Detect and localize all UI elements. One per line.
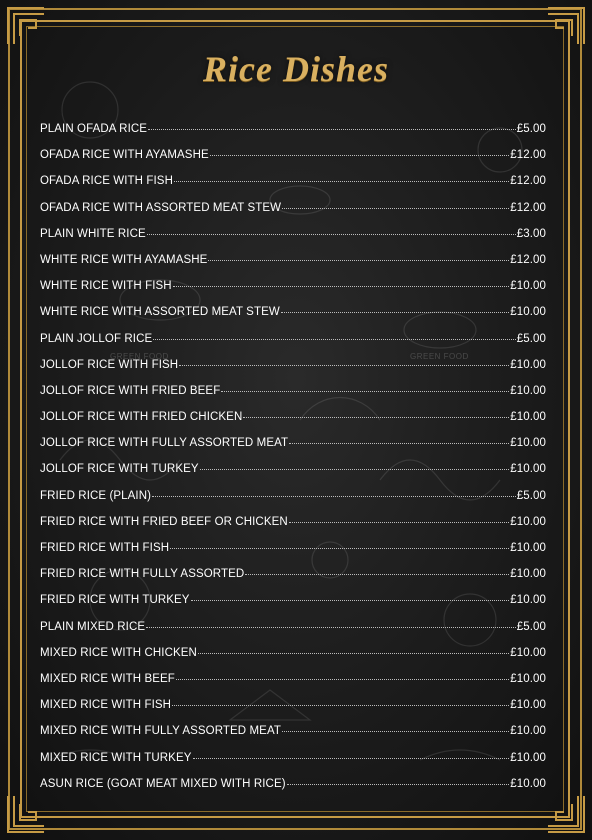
menu-item-name: FRIED RICE WITH FULLY ASSORTED <box>40 568 245 581</box>
menu-item-price: £5.00 <box>516 620 546 633</box>
dot-leader <box>198 653 509 654</box>
dot-leader <box>152 496 516 497</box>
menu-item <box>40 725 546 751</box>
menu-item-name: PLAIN OFADA RICE <box>40 123 148 135</box>
menu-item <box>40 542 546 568</box>
menu-item-name: OFADA RICE WITH FISH <box>40 175 173 188</box>
menu-item-price: £10.00 <box>510 594 546 607</box>
menu-item-price: £10.00 <box>510 437 546 450</box>
dot-leader <box>289 522 509 523</box>
menu-item-price: £12.00 <box>510 201 546 214</box>
dot-leader <box>208 260 509 261</box>
menu-item-name: MIXED RICE WITH CHICKEN <box>40 646 197 659</box>
menu-item <box>40 359 546 385</box>
menu-item-name: OFADA RICE WITH AYAMASHE <box>40 149 209 162</box>
menu-item-name: PLAIN WHITE RICE <box>40 227 146 240</box>
menu-item <box>40 778 546 804</box>
menu-item <box>40 699 546 725</box>
menu-item-name: MIXED RICE WITH FULLY ASSORTED MEAT <box>40 725 281 738</box>
menu-item-price: £10.00 <box>510 568 546 581</box>
menu-item-price: £5.00 <box>516 332 546 345</box>
menu-item-name: OFADA RICE WITH ASSORTED MEAT STEW <box>40 201 282 214</box>
menu-item-price: £10.00 <box>510 384 546 397</box>
menu-item-price: £10.00 <box>510 542 546 554</box>
dot-leader <box>173 286 510 287</box>
menu-item <box>40 568 546 594</box>
menu-item-name: JOLLOF RICE WITH FRIED BEEF <box>40 384 221 397</box>
menu-item-name: FRIED RICE WITH FRIED BEEF OR CHICKEN <box>40 515 288 528</box>
menu-item <box>40 149 546 175</box>
watermark-text: GREEN FOOD <box>110 352 169 361</box>
dot-leader <box>221 391 509 392</box>
menu-item <box>40 333 546 359</box>
menu-list <box>40 123 546 804</box>
menu-item-name: ASUN RICE (GOAT MEAT MIXED WITH RICE) <box>40 777 286 790</box>
dot-leader <box>172 705 509 706</box>
menu-item-price: £10.00 <box>510 646 546 659</box>
menu-item-name: JOLLOF RICE WITH FULLY ASSORTED MEAT <box>40 437 289 450</box>
menu-item-name: WHITE RICE WITH FISH <box>40 280 172 293</box>
menu-item <box>40 385 546 411</box>
menu-item <box>40 490 546 516</box>
menu-item-name: FRIED RICE WITH FISH <box>40 542 170 554</box>
menu-item <box>40 228 546 254</box>
menu-item-price: £12.00 <box>510 253 546 266</box>
menu-item-price: £3.00 <box>516 227 546 240</box>
corner-ornament-icon <box>6 6 46 46</box>
dot-leader <box>282 208 509 209</box>
menu-item-price: £10.00 <box>510 777 546 790</box>
menu-item-price: £12.00 <box>510 175 546 188</box>
dot-leader <box>193 758 510 759</box>
dot-leader <box>282 731 509 732</box>
dot-leader <box>281 312 509 313</box>
menu-item-price: £10.00 <box>510 672 546 685</box>
menu-item <box>40 516 546 542</box>
menu-item <box>40 175 546 201</box>
dot-leader <box>289 443 509 444</box>
menu-item <box>40 280 546 306</box>
dot-leader <box>174 181 509 182</box>
corner-ornament-icon <box>546 6 586 46</box>
dot-leader <box>200 469 510 470</box>
menu-item-price: £10.00 <box>510 306 546 319</box>
menu-item-name: MIXED RICE WITH BEEF <box>40 672 175 685</box>
menu-item-price: £10.00 <box>510 463 546 476</box>
menu-item-name: WHITE RICE WITH ASSORTED MEAT STEW <box>40 306 280 319</box>
dot-leader <box>147 234 516 235</box>
dot-leader <box>210 155 509 156</box>
menu-item <box>40 621 546 647</box>
menu-item <box>40 202 546 228</box>
dot-leader <box>176 679 509 680</box>
menu-item-price: £10.00 <box>510 515 546 528</box>
menu-item-name: FRIED RICE (PLAIN) <box>40 489 152 502</box>
menu-item-name: JOLLOF RICE WITH FISH <box>40 358 179 371</box>
dot-leader <box>287 784 510 785</box>
menu-item <box>40 752 546 778</box>
menu-item-price: £10.00 <box>510 280 546 293</box>
menu-item <box>40 306 546 332</box>
menu-item-price: £10.00 <box>510 751 546 764</box>
menu-item <box>40 463 546 489</box>
dot-leader <box>179 365 509 366</box>
menu-item <box>40 437 546 463</box>
dot-leader <box>170 548 509 549</box>
menu-item-name: JOLLOF RICE WITH TURKEY <box>40 463 199 476</box>
menu-item <box>40 673 546 699</box>
corner-ornament-icon <box>546 794 586 834</box>
menu-item <box>40 254 546 280</box>
dot-leader <box>146 627 516 628</box>
menu-item-name: MIXED RICE WITH TURKEY <box>40 751 192 764</box>
menu-item-name: PLAIN JOLLOF RICE <box>40 332 153 345</box>
menu-item-price: £10.00 <box>510 699 546 712</box>
menu-item <box>40 647 546 673</box>
menu-item-price: £5.00 <box>516 123 546 135</box>
menu-item-price: £12.00 <box>510 149 546 162</box>
dot-leader <box>148 129 516 130</box>
watermark-text: GREEN FOOD <box>410 352 469 361</box>
menu-item-price: £10.00 <box>510 358 546 371</box>
menu-item-name: JOLLOF RICE WITH FRIED CHICKEN <box>40 411 243 424</box>
menu-item-name: MIXED RICE WITH FISH <box>40 699 172 712</box>
menu-item <box>40 123 546 149</box>
dot-leader <box>153 339 515 340</box>
dot-leader <box>245 574 509 575</box>
menu-item-name: PLAIN MIXED RICE <box>40 620 146 633</box>
page-title: Rice Dishes <box>203 49 389 89</box>
menu-item <box>40 411 546 437</box>
menu-item-price: £10.00 <box>510 411 546 424</box>
menu-item-name: FRIED RICE WITH TURKEY <box>40 594 190 607</box>
menu-item-name: WHITE RICE WITH AYAMASHE <box>40 253 208 266</box>
dot-leader <box>191 600 510 601</box>
dot-leader <box>243 417 509 418</box>
menu-item <box>40 594 546 620</box>
menu-item-price: £5.00 <box>516 489 546 502</box>
menu-item-price: £10.00 <box>510 725 546 738</box>
